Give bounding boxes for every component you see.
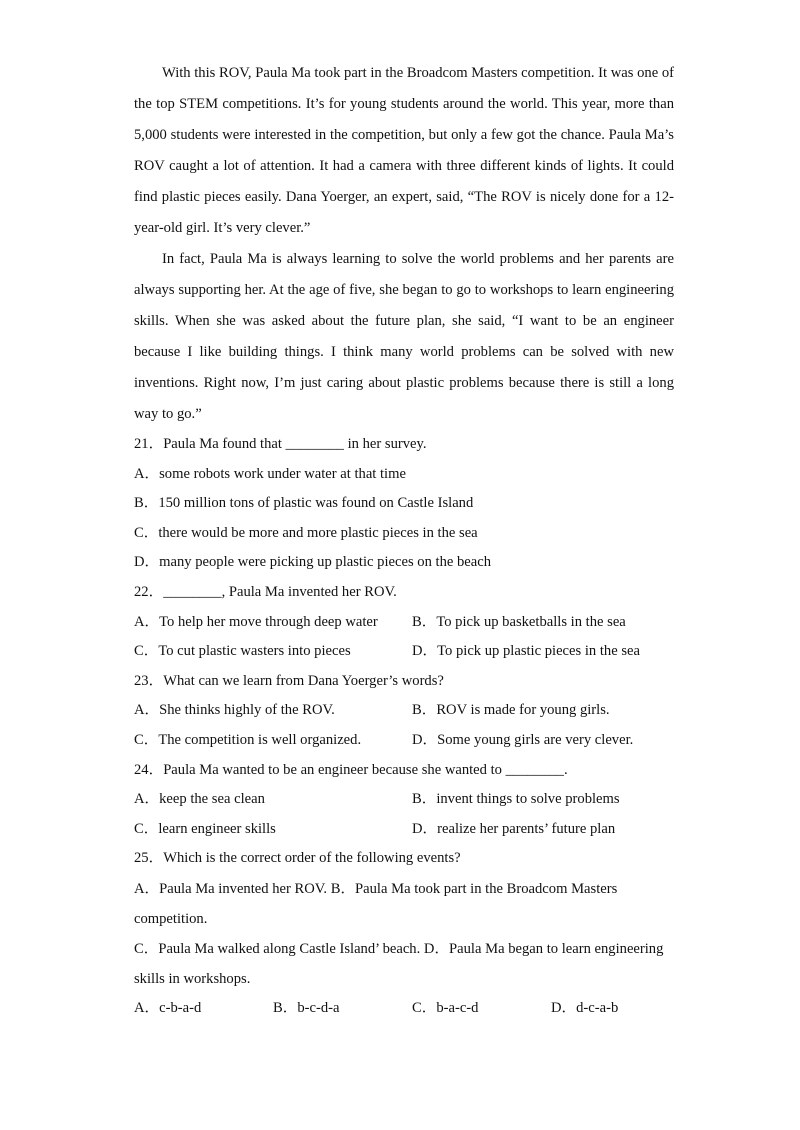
option-d: D．d-c-a-b <box>551 999 619 1016</box>
option-a: A．c-b-a-d <box>134 999 202 1016</box>
option-d: D．Some young girls are very clever. <box>412 731 634 748</box>
passage-paragraph-2: In fact, Paula Ma is always learning to solve the world problems and her parents are always supporting her. At the age of five, she began to go to workshops to learn engineering skills. When she was asked about the future plan, she said, “I want to be an engineer because I like building things. I think many world problems can be solved with new inventions. Right now, I’m just caring about plastic problems because there is still a long way to go.” <box>134 251 674 422</box>
event-list-cd: C．Paula Ma walked along Castle Island’ beach. D．Paula Ma began to learn engineering skills in workshops. <box>134 940 664 987</box>
question-stem: 22．________, Paula Ma invented her ROV. <box>134 583 397 600</box>
option-b: B．ROV is made for young girls. <box>412 702 610 719</box>
question-stem: 21．Paula Ma found that ________ in her survey. <box>134 436 427 452</box>
option-row <box>134 994 674 1024</box>
option-a: A．To help her move through deep water <box>134 613 378 630</box>
option-row <box>134 726 674 756</box>
option-row <box>134 608 674 638</box>
option-row <box>134 785 674 815</box>
option-row <box>134 637 674 667</box>
option-c: C．To cut plastic wasters into pieces <box>134 643 351 660</box>
option-c: C．learn engineer skills <box>134 820 276 837</box>
option-b: B．b-c-d-a <box>273 999 340 1016</box>
option-a: A．She thinks highly of the ROV. <box>134 702 335 719</box>
option-a: A．some robots work under water at that time <box>134 465 406 482</box>
event-list-ab: A．Paula Ma invented her ROV. B．Paula Ma took part in the Broadcom Masters competition. <box>134 880 618 927</box>
document-page <box>134 58 674 1024</box>
question-stem: 24．Paula Ma wanted to be an engineer because she wanted to ________. <box>134 761 568 778</box>
question-stem: 25．Which is the correct order of the following events? <box>134 850 461 867</box>
option-d: D．realize her parents’ future plan <box>412 820 616 837</box>
option-c: C．The competition is well organized. <box>134 731 362 748</box>
passage-paragraph-1: With this ROV, Paula Ma took part in the Broadcom Masters competition. It was one of the top STEM competitions. It’s for young students around the world. This year, more than 5,000 students were interested in the competition, but only a few got the chance. Paula Ma’s ROV caught a lot of attention. It had a camera with three different kinds of lights. It could find plastic pieces easily. Dana Yoerger, an expert, said, “The ROV is nicely done for a 12-year-old girl. It’s very clever.” <box>134 65 674 236</box>
option-c: C．there would be more and more plastic pieces in the sea <box>134 524 478 541</box>
question-22 <box>134 578 674 667</box>
question-25 <box>134 844 674 1023</box>
question-21 <box>134 430 674 578</box>
option-d: D．many people were picking up plastic pieces on the beach <box>134 554 492 571</box>
option-row <box>134 815 674 845</box>
option-row <box>134 696 674 726</box>
option-a: A．keep the sea clean <box>134 791 265 808</box>
option-b: B．invent things to solve problems <box>412 791 620 808</box>
question-stem: 23．What can we learn from Dana Yoerger’s words? <box>134 672 444 689</box>
option-d: D．To pick up plastic pieces in the sea <box>412 643 640 660</box>
question-23 <box>134 667 674 756</box>
question-24 <box>134 756 674 845</box>
option-b: B．To pick up basketballs in the sea <box>412 613 626 630</box>
option-b: B．150 million tons of plastic was found on Castle Island <box>134 495 474 512</box>
option-c: C．b-a-c-d <box>412 999 479 1016</box>
